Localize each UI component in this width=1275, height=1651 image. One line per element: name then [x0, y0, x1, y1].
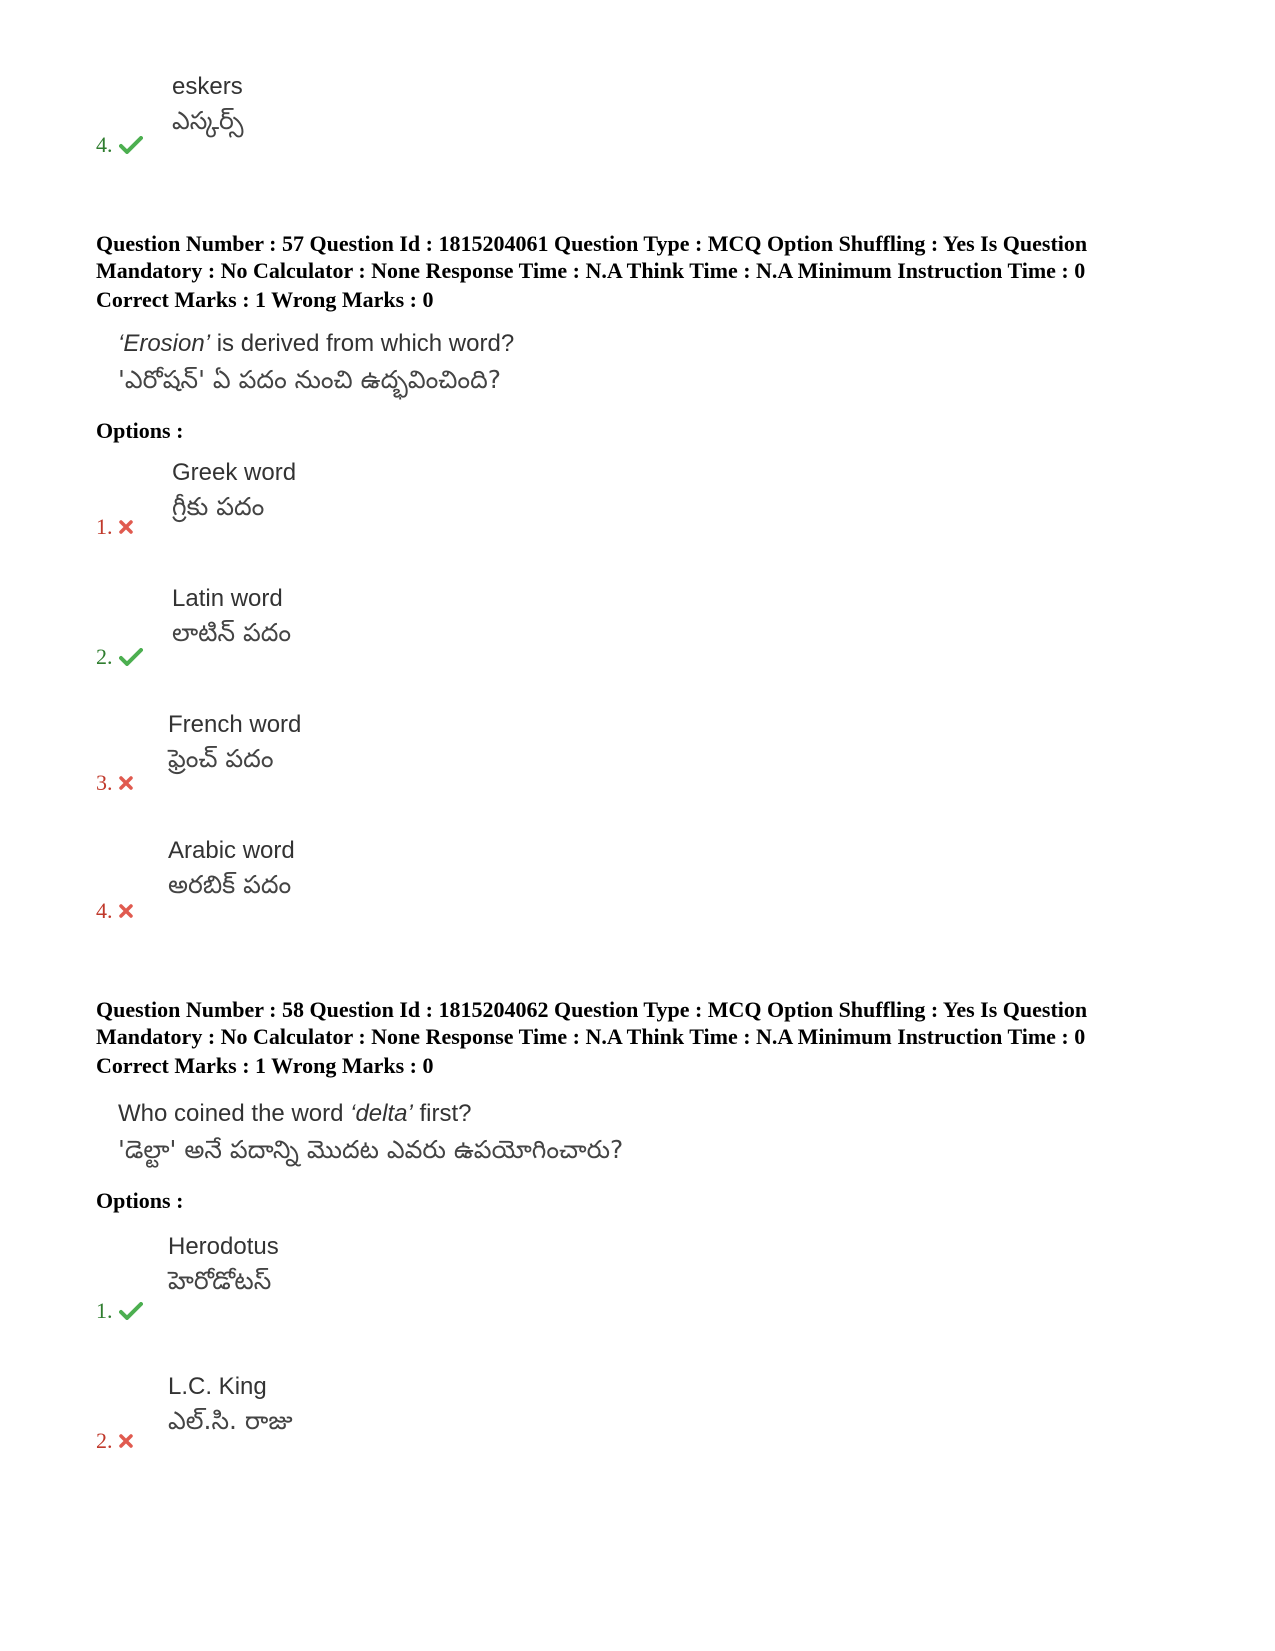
option-1-number — [96, 514, 133, 540]
option-te: ఎల్.సి. రాజు — [168, 1406, 293, 1435]
options-label: Options : — [96, 1188, 184, 1213]
cross-icon — [119, 1434, 133, 1448]
question-en — [118, 1096, 623, 1132]
option-te: లాటిన్ పదం — [172, 618, 292, 647]
option-number-label: 1. — [96, 1298, 113, 1323]
option-en: Herodotus — [168, 1233, 279, 1260]
option-en: Arabic word — [168, 837, 295, 864]
option-te: గ్రీకు పదం — [172, 492, 265, 521]
cross-icon — [119, 904, 133, 918]
question-58-marks — [96, 1052, 1196, 1079]
option-number-label: 4. — [96, 898, 113, 923]
check-icon — [119, 136, 143, 154]
option-3-text — [168, 708, 301, 776]
option-number-label: 2. — [96, 1428, 113, 1453]
option-te: హెరోడోటస్ — [168, 1266, 272, 1295]
cross-icon — [119, 520, 133, 534]
prev-option-number — [96, 132, 143, 158]
question-em: ‘delta’ — [350, 1100, 413, 1127]
option-3-number — [96, 770, 133, 796]
option-te: అరబిక్ పదం — [168, 870, 292, 899]
option-te: ఫ్రెంచ్ పదం — [168, 744, 274, 773]
question-en-rest: first? — [412, 1100, 472, 1127]
option-number-label: 2. — [96, 644, 113, 669]
check-icon — [119, 1302, 143, 1320]
question-57-meta — [96, 230, 1196, 284]
question-57-text — [118, 326, 514, 398]
marks-line: Correct Marks : 1 Wrong Marks : 0 — [96, 287, 434, 312]
option-2-text — [168, 1370, 293, 1438]
option-2-number — [96, 644, 143, 670]
check-icon — [119, 648, 143, 666]
option-2-number — [96, 1428, 133, 1454]
question-en-rest: is derived from which word? — [210, 330, 515, 357]
question-58-text — [118, 1096, 623, 1168]
option-en: L.C. King — [168, 1373, 267, 1400]
option-number-label: 4. — [96, 132, 113, 157]
meta-line: Question Number : 58 Question Id : 1815204062 Question Type : MCQ Option Shuffling : Yes Is Question — [96, 997, 1088, 1022]
marks-line: Correct Marks : 1 Wrong Marks : 0 — [96, 1053, 434, 1078]
option-2-text — [172, 582, 291, 650]
option-4-text — [168, 834, 295, 902]
option-en: eskers — [172, 73, 243, 100]
question-en — [118, 326, 514, 362]
option-en: Greek word — [172, 459, 297, 486]
prev-option-text — [172, 70, 244, 138]
option-en: French word — [168, 711, 302, 738]
option-te: ఎస్కర్స్ — [172, 106, 244, 135]
meta-line: Mandatory : No Calculator : None Response Time : N.A Think Time : N.A Minimum Instruction Time : 0 — [96, 258, 1086, 283]
option-1-text — [172, 456, 296, 524]
option-1-text — [168, 1230, 279, 1298]
question-te: 'ఎరోషన్' ఏ పదం నుంచి ఉద్భవించింది? — [118, 365, 502, 394]
cross-icon — [119, 776, 133, 790]
option-en: Latin word — [172, 585, 283, 612]
question-em: ‘Erosion’ — [118, 330, 211, 357]
option-number-label: 1. — [96, 514, 113, 539]
question-57-marks — [96, 286, 1196, 313]
meta-line: Question Number : 57 Question Id : 1815204061 Question Type : MCQ Option Shuffling : Yes Is Question — [96, 231, 1088, 256]
question-58-meta — [96, 996, 1196, 1050]
option-number-label: 3. — [96, 770, 113, 795]
option-1-number — [96, 1298, 143, 1324]
question-te: 'డెల్టా' అనే పదాన్ని మొదట ఎవరు ఉపయోగించారు? — [118, 1135, 624, 1164]
option-4-number — [96, 898, 133, 924]
options-label: Options : — [96, 418, 184, 443]
question-en-pre: Who coined the word — [118, 1100, 351, 1127]
meta-line: Mandatory : No Calculator : None Response Time : N.A Think Time : N.A Minimum Instruction Time : 0 — [96, 1024, 1086, 1049]
